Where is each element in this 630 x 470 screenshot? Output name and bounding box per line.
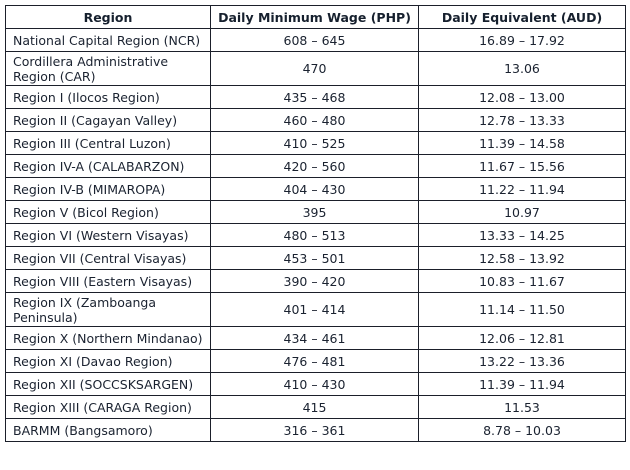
region-cell: Region VII (Central Visayas) (6, 247, 211, 270)
region-cell: Region VIII (Eastern Visayas) (6, 270, 211, 293)
php-wage-cell: 435 – 468 (211, 86, 419, 109)
region-cell: Region VI (Western Visayas) (6, 224, 211, 247)
php-wage-cell: 453 – 501 (211, 247, 419, 270)
region-cell: Region II (Cagayan Valley) (6, 109, 211, 132)
region-cell: Region XIII (CARAGA Region) (6, 396, 211, 419)
region-cell: Region XI (Davao Region) (6, 350, 211, 373)
table-row (6, 293, 626, 327)
table-row (6, 201, 626, 224)
region-cell: Region IV-B (MIMAROPA) (6, 178, 211, 201)
php-wage-cell: 404 – 430 (211, 178, 419, 201)
php-wage-cell: 476 – 481 (211, 350, 419, 373)
aud-equivalent-cell: 8.78 – 10.03 (419, 419, 626, 442)
table-row (6, 373, 626, 396)
php-wage-cell: 420 – 560 (211, 155, 419, 178)
table-row (6, 247, 626, 270)
region-cell: Region IX (Zamboanga Peninsula) (6, 293, 211, 327)
table-row (6, 419, 626, 442)
aud-equivalent-cell: 13.33 – 14.25 (419, 224, 626, 247)
table-row (6, 396, 626, 419)
aud-equivalent-cell: 12.06 – 12.81 (419, 327, 626, 350)
table-row (6, 178, 626, 201)
region-cell: Region IV-A (CALABARZON) (6, 155, 211, 178)
table-row (6, 52, 626, 86)
header-aud-equivalent: Daily Equivalent (AUD) (419, 6, 626, 29)
region-cell: Region I (Ilocos Region) (6, 86, 211, 109)
php-wage-cell: 401 – 414 (211, 293, 419, 327)
table-row (6, 86, 626, 109)
php-wage-cell: 390 – 420 (211, 270, 419, 293)
table-row (6, 327, 626, 350)
php-wage-cell: 434 – 461 (211, 327, 419, 350)
wage-table (5, 5, 626, 442)
region-cell: Region X (Northern Mindanao) (6, 327, 211, 350)
region-cell: Cordillera Administrative Region (CAR) (6, 52, 211, 86)
php-wage-cell: 460 – 480 (211, 109, 419, 132)
php-wage-cell: 410 – 430 (211, 373, 419, 396)
aud-equivalent-cell: 11.39 – 14.58 (419, 132, 626, 155)
region-cell: National Capital Region (NCR) (6, 29, 211, 52)
table-row (6, 132, 626, 155)
aud-equivalent-cell: 11.14 – 11.50 (419, 293, 626, 327)
php-wage-cell: 395 (211, 201, 419, 224)
table-row (6, 270, 626, 293)
table-row (6, 109, 626, 132)
aud-equivalent-cell: 10.97 (419, 201, 626, 224)
aud-equivalent-cell: 11.53 (419, 396, 626, 419)
table-row (6, 350, 626, 373)
php-wage-cell: 470 (211, 52, 419, 86)
aud-equivalent-cell: 13.06 (419, 52, 626, 86)
aud-equivalent-cell: 12.58 – 13.92 (419, 247, 626, 270)
header-php-wage: Daily Minimum Wage (PHP) (211, 6, 419, 29)
table-header-row (6, 6, 626, 29)
wage-table-container (5, 5, 625, 442)
region-cell: Region V (Bicol Region) (6, 201, 211, 224)
php-wage-cell: 415 (211, 396, 419, 419)
header-region: Region (6, 6, 211, 29)
php-wage-cell: 480 – 513 (211, 224, 419, 247)
table-row (6, 29, 626, 52)
php-wage-cell: 608 – 645 (211, 29, 419, 52)
region-cell: Region III (Central Luzon) (6, 132, 211, 155)
aud-equivalent-cell: 11.22 – 11.94 (419, 178, 626, 201)
aud-equivalent-cell: 10.83 – 11.67 (419, 270, 626, 293)
aud-equivalent-cell: 12.08 – 13.00 (419, 86, 626, 109)
table-row (6, 224, 626, 247)
aud-equivalent-cell: 12.78 – 13.33 (419, 109, 626, 132)
region-cell: Region XII (SOCCSKSARGEN) (6, 373, 211, 396)
region-cell: BARMM (Bangsamoro) (6, 419, 211, 442)
php-wage-cell: 316 – 361 (211, 419, 419, 442)
aud-equivalent-cell: 16.89 – 17.92 (419, 29, 626, 52)
aud-equivalent-cell: 11.39 – 11.94 (419, 373, 626, 396)
table-row (6, 155, 626, 178)
aud-equivalent-cell: 11.67 – 15.56 (419, 155, 626, 178)
php-wage-cell: 410 – 525 (211, 132, 419, 155)
aud-equivalent-cell: 13.22 – 13.36 (419, 350, 626, 373)
